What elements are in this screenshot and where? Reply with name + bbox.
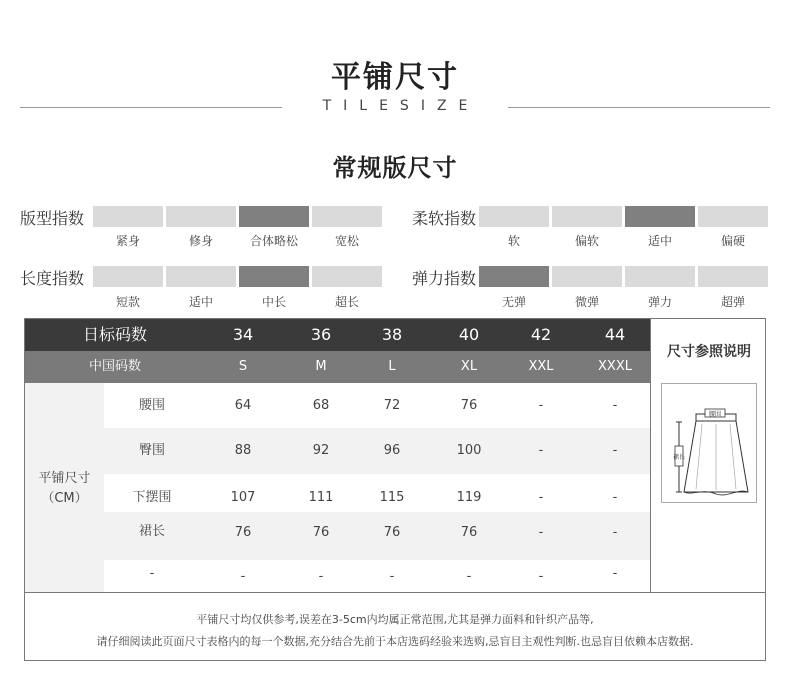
row-value: 111 [308,490,334,505]
header-cn-size: XL [460,359,478,374]
row-value: - [612,398,618,413]
index-bar-elasticity-1 [479,266,549,287]
side-label-unit: （CM） [41,491,88,506]
index-bar-length-1 [93,266,163,287]
index-label-fit: 版型指数 [20,209,85,228]
row-value: 68 [312,398,330,413]
section-title: 常规版尺寸 [332,154,458,182]
header-cn-size: XXXL [598,359,632,374]
header-jp-size: 42 [530,325,552,344]
row-value: 107 [230,490,256,505]
index-bar-fit-2 [166,206,236,227]
row-value: 64 [234,398,252,413]
header-cn-size: M [315,359,327,374]
skirt-waist-label: 腰围 [708,411,722,418]
index-bar-fit-4 [312,206,382,227]
row-value: - [538,490,544,505]
row-value: - [538,525,544,540]
row-name: 腰围 [138,398,165,413]
table-row [104,383,650,428]
side-label-title: 平铺尺寸 [38,471,91,486]
header-jp-label: 日标码数 [82,325,147,344]
row-value: - [612,566,618,581]
index-bar-softness-2 [552,206,622,227]
index-bar-length-2 [166,266,236,287]
index-bar-fit-1 [93,206,163,227]
index-option-fit-4: 宽松 [334,234,359,248]
index-bar-softness-4 [698,206,768,227]
row-value: 76 [383,525,401,540]
header-jp-size: 40 [458,325,480,344]
index-option-elasticity-4: 超弹 [720,295,745,309]
skirt-diagram-icon [662,384,758,504]
disclaimer-line-1: 平铺尺寸均仅供参考,误差在3-5cm内均属正常范围,尤其是弹力面料和针织产品等, [196,613,594,626]
index-option-softness-4: 偏硬 [720,234,745,248]
table-row [104,512,650,560]
index-label-elasticity: 弹力指数 [412,269,477,288]
row-value: - [612,490,618,505]
header-jp-size: 38 [381,325,403,344]
index-bar-softness-3 [625,206,695,227]
index-option-fit-1: 紧身 [115,234,140,248]
index-option-softness-3: 适中 [647,234,672,248]
index-option-length-4: 超长 [334,295,359,309]
row-value: 76 [460,398,478,413]
table-header-jp [25,319,650,351]
row-value: 76 [234,525,252,540]
row-value: - [612,525,618,540]
header-jp-size: 44 [604,325,626,344]
index-bar-length-3 [239,266,309,287]
row-value: 76 [460,525,478,540]
row-value: - [389,569,395,584]
disclaimer-line-2: 请仔细阅读此页面尺寸表格内的每一个数据,充分结合先前于本店选码经验来选购,忌盲目主观性判断.也忌盲目依赖本店数据. [96,635,694,648]
index-option-length-3: 中长 [261,295,286,309]
table-row [104,428,650,474]
index-bar-softness-1 [479,206,549,227]
size-reference-panel [650,319,766,592]
row-value: - [538,443,544,458]
index-label-length: 长度指数 [20,269,85,288]
header-cn-size: XXL [528,359,554,374]
row-value: - [538,569,544,584]
row-name: - [149,566,155,581]
index-label-softness: 柔软指数 [412,209,477,228]
page-title: 平铺尺寸 [331,60,459,95]
table-side-label [25,383,104,592]
row-value: 119 [456,490,482,505]
row-value: - [240,569,246,584]
index-bar-elasticity-2 [552,266,622,287]
row-name: 裙长 [138,524,165,539]
index-bar-length-4 [312,266,382,287]
size-table [24,318,766,661]
index-option-softness-2: 偏软 [574,234,599,248]
index-bar-elasticity-4 [698,266,768,287]
header-cn-size: S [238,359,248,374]
row-value: - [612,443,618,458]
row-value: - [318,569,324,584]
table-row [104,474,650,512]
index-option-elasticity-2: 微弹 [574,295,599,309]
index-option-fit-2: 修身 [188,234,213,248]
index-option-elasticity-3: 弹力 [647,295,672,309]
index-option-fit-3: 合体略松 [249,234,298,248]
header-jp-size: 34 [232,325,254,344]
table-row [104,560,650,592]
row-value: 76 [312,525,330,540]
page-subtitle: TILESIZE [322,98,480,114]
index-bar-fit-3 [239,206,309,227]
index-option-softness-1: 软 [507,234,520,248]
skirt-diagram [661,383,757,503]
row-value: 100 [456,443,482,458]
index-option-length-1: 短款 [115,295,140,309]
row-name: 下摆围 [132,490,172,505]
row-value: 96 [383,443,401,458]
row-value: 115 [379,490,405,505]
row-value: 72 [383,398,401,413]
size-reference-title: 尺寸参照说明 [667,344,751,360]
index-option-length-2: 适中 [188,295,213,309]
index-option-elasticity-1: 无弹 [501,295,526,309]
skirt-length-label: 裙长 [672,454,686,461]
index-bar-elasticity-3 [625,266,695,287]
row-value: 88 [234,443,252,458]
row-value: - [538,398,544,413]
disclaimer [25,592,765,661]
header-cn-label: 中国码数 [88,359,141,374]
row-name: 臀围 [138,443,165,458]
table-header-cn [25,351,650,383]
row-value: - [466,569,472,584]
row-value: 92 [312,443,330,458]
header-cn-size: L [388,359,396,374]
header-jp-size: 36 [310,325,332,344]
